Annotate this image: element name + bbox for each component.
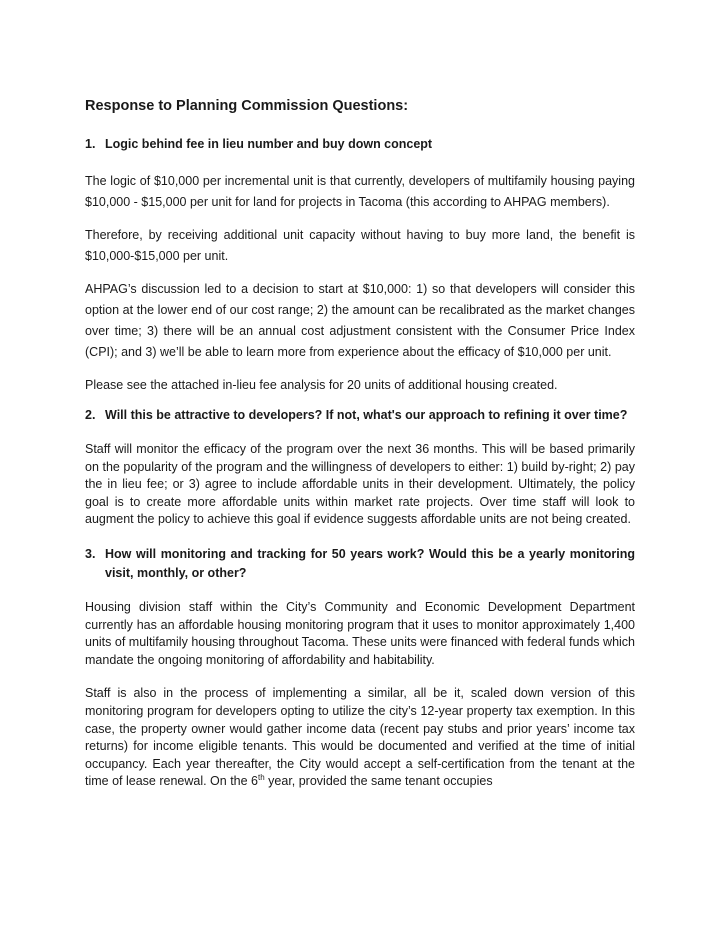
paragraph-text: year, provided the same tenant occupies xyxy=(264,774,493,789)
section-1-heading xyxy=(85,135,635,154)
paragraph: AHPAG’s discussion led to a decision to start at $10,000: 1) so that developers will consider this option at the lower end of our cost range; 2) the amount can be recalibrated as the market changes over time; 3) there will be an annual cost adjustment consistent with the Consumer Price Index (CPI); and 3) we’ll be able to learn more from experience about the efficacy of $10,000 per unit. xyxy=(85,282,635,359)
ordinal-suffix: th xyxy=(258,773,265,783)
section-number: 3. xyxy=(85,546,96,561)
paragraph xyxy=(85,685,635,791)
section-2-heading xyxy=(85,406,635,425)
section-3-heading xyxy=(85,545,635,583)
page-title: Response to Planning Commission Questions: xyxy=(85,98,409,114)
paragraph: Staff will monitor the efficacy of the program over the next 36 months. This will be based primarily on the popularity of the program and the willingness of developers to either: 1) build by-right; 2) pay the in lieu fee; or 3) agree to include affordable units in their development. Ultimately, the policy goal is to create more affordable units within market rate projects. Over time staff will look to augment the policy to achieve this goal if evidence suggests affordable units are not being created. xyxy=(85,442,635,527)
paragraph: Housing division staff within the City’s Community and Economic Development Department currently has an affordable housing monitoring program that it uses to monitor approximately 1,400 units of multifamily housing throughout Tacoma. These units were financed with federal funds which mandate the ongoing monitoring of affordability and habitability. xyxy=(85,599,635,667)
section-heading-text: Will this be attractive to developers? If not, what's our approach to refining it over time? xyxy=(105,408,628,422)
paragraph: The logic of $10,000 per incremental unit is that currently, developers of multifamily housing paying $10,000 - $15,000 per unit for land for projects in Tacoma (this according to AHPAG members). xyxy=(85,174,635,209)
section-heading-text: How will monitoring and tracking for 50 years work? Would this be a yearly monitoring visit, monthly, or other? xyxy=(105,546,635,580)
paragraph-text: Staff is also in the process of implementing a similar, all be it, scaled down version of this monitoring program for developers opting to utilize the city’s 12-year property tax exemption. In this case, the property owner would gather income data (recent pay stubs and prior years’ income tax returns) for income eligible tenants. This would be documented and verified at the time of initial occupancy. Each year thereafter, the City would accept a self-certification from the tenant at the time of lease renewal. On the 6 xyxy=(85,686,635,789)
section-number: 1. xyxy=(85,137,96,151)
paragraph: Therefore, by receiving additional unit capacity without having to buy more land, the benefit is $10,000-$15,000 per unit. xyxy=(85,228,635,263)
section-heading-text: Logic behind fee in lieu number and buy down concept xyxy=(105,137,433,151)
paragraph: Please see the attached in-lieu fee analysis for 20 units of additional housing created. xyxy=(85,378,558,392)
section-number: 2. xyxy=(85,408,96,422)
document-page xyxy=(85,97,635,791)
